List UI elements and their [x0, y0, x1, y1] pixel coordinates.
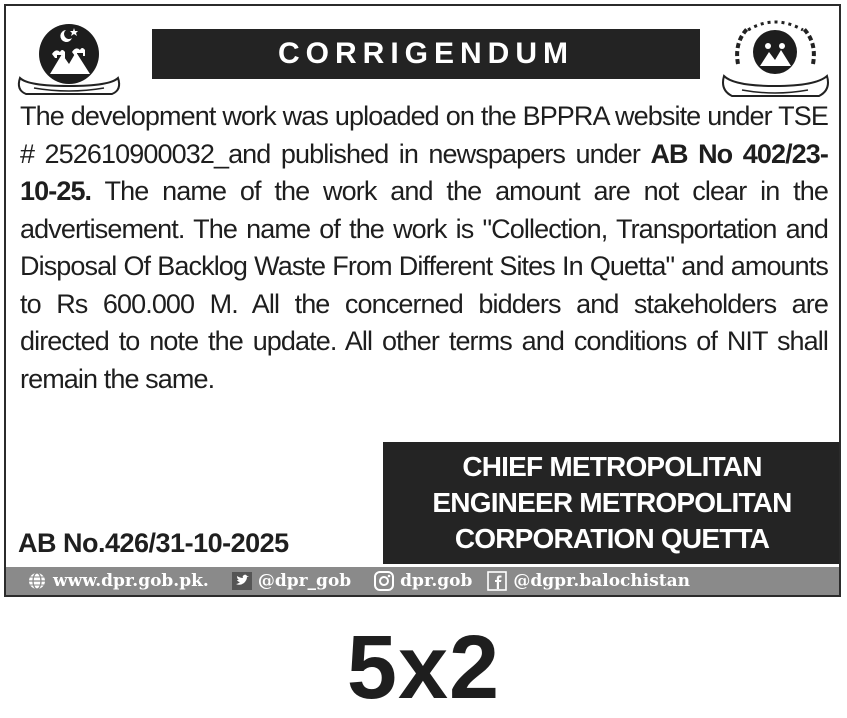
- website-text: www.dpr.gob.pk.: [53, 571, 209, 591]
- body-text-part1: The development work was uploaded on the BPPRA website under TSE # 252610900032_and published in newspapers under: [20, 101, 828, 169]
- twitter-handle: @dpr_gob: [257, 571, 352, 591]
- website-link[interactable]: [26, 571, 209, 591]
- body-text-part2: The name of the work and the amount are not clear in the advertisement. The name of the work is "Collection, Transportation and Disposal Of Backlog Waste From Different Sites In Quetta" and amounts to Rs 600.000 M. All the concerned bidders and stakeholders are directed to note the update. All other terms and conditions of NIT shall remain the same.: [20, 176, 828, 394]
- notice-title: CORRIGENDUM: [152, 29, 700, 79]
- facebook-handle: @dgpr.balochistan: [513, 571, 691, 591]
- globe-icon: [26, 571, 48, 591]
- signatory-line-1: CHIEF METROPOLITAN: [462, 451, 762, 482]
- municipal-corporation-logo: [718, 16, 833, 100]
- footer-social-bar: [6, 567, 839, 595]
- facebook-link[interactable]: [486, 571, 690, 591]
- notice-body: [20, 98, 828, 398]
- ab-reference: AB No 402/23-10-25.: [20, 138, 828, 206]
- advertisement-frame: [4, 4, 841, 597]
- ad-size-label: 5x2: [346, 618, 501, 718]
- instagram-handle: dpr.gob: [400, 571, 473, 591]
- ad-number: AB No.426/31-10-2025: [18, 528, 289, 558]
- instagram-icon: [373, 571, 395, 591]
- twitter-bird-icon: [231, 571, 253, 591]
- signatory-block: [383, 442, 841, 564]
- signatory-line-2: ENGINEER METROPOLITAN: [432, 487, 792, 518]
- instagram-link[interactable]: [373, 571, 472, 591]
- balochistan-government-logo: [14, 16, 124, 100]
- facebook-icon: [486, 571, 508, 591]
- signatory-line-3: CORPORATION QUETTA: [454, 523, 770, 554]
- twitter-link[interactable]: [231, 571, 351, 591]
